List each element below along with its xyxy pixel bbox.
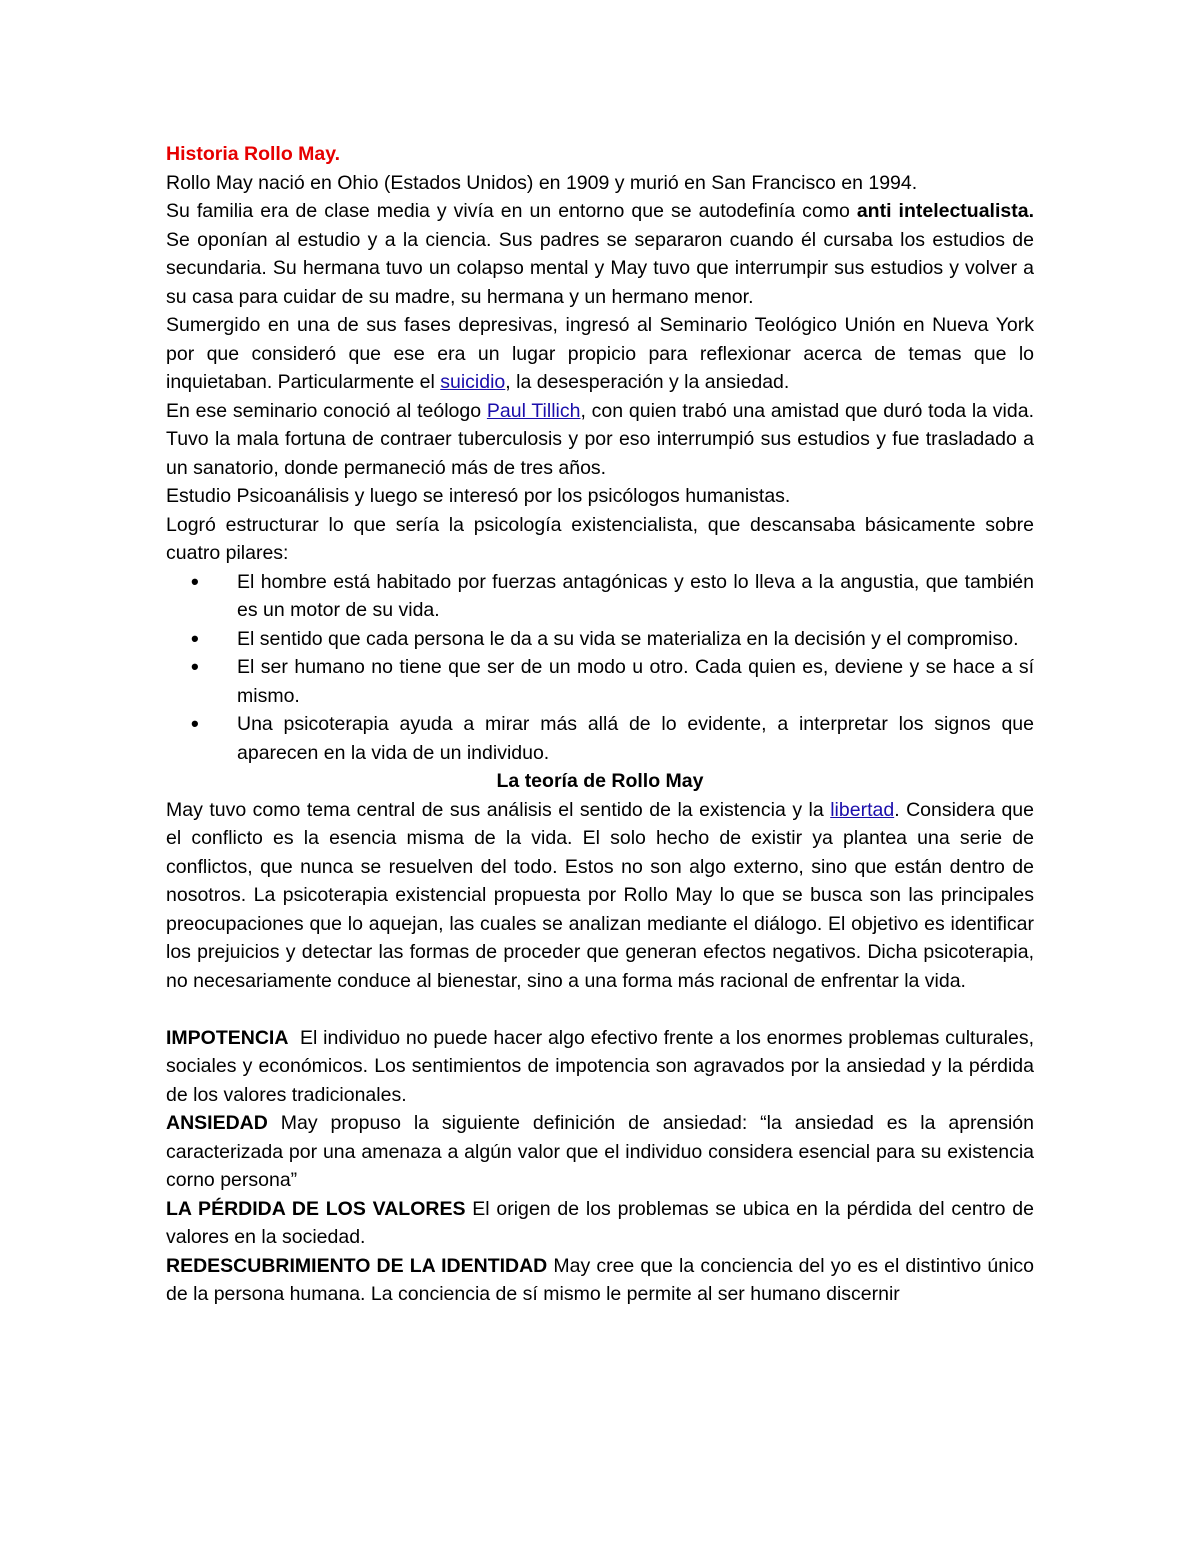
- paragraph-seminary-text-a: Sumergido en una de sus fases depresivas, ingresó al Seminario Teológico Unión en Nueva York por que consideró que ese era un lugar propicio para reflexionar acerca de temas que lo inquietaban. Particularmente el: [166, 314, 1034, 393]
- list-item: • El ser humano no tiene que ser de un modo u otro. Cada quien es, deviene y se hace a sí mismo.: [237, 653, 1034, 710]
- term-impotencia: IMPOTENCIA: [166, 1026, 289, 1049]
- paragraph-ansiedad: [166, 1109, 1034, 1195]
- paragraph-theory-text-a: May tuvo como tema central de sus análisis el sentido de la existencia y la: [166, 798, 831, 821]
- paragraph-family: [166, 197, 1034, 311]
- definition-impotencia: El individuo no puede hacer algo efectivo frente a los enormes problemas culturales, sociales y económicos. Los sentimientos de impotencia son agravados por la ansiedad y la pérdida de los valores tradicionales.: [166, 1026, 1040, 1106]
- libertad-link[interactable]: libertad: [830, 798, 895, 821]
- suicidio-link[interactable]: suicidio: [440, 371, 506, 393]
- document-page: [166, 140, 1040, 1309]
- paragraph-family-text-a: Su familia era de clase media y vivía en un entorno que se autodefinía como: [166, 200, 857, 222]
- document-title: Historia Rollo May.: [166, 143, 341, 165]
- list-item: • Una psicoterapia ayuda a mirar más allá de lo evidente, a interpretar los signos que aparecen en la vida de un individuo.: [237, 710, 1034, 767]
- paragraph-tillich-text-a: En ese seminario conoció al teólogo: [166, 399, 487, 422]
- paragraph-theory-text-b: . Considera que el conflicto es la esencia misma de la vida. El solo hecho de existir ya plantea una serie de conflictos, que nunca se resuelven del todo. Estos no son algo externo, sino que están dentro de nosotros. La psicoterapia existencial propuesta por Rollo May lo que se busca son las principales preocupaciones que lo aquejan, las cuales se analizan mediante el diálogo. El objetivo es identificar los prejuicios y detectar las formas de proceder que generan efectos negativos. Dicha psicoterapia, no necesariamente conduce al bienestar, sino a una forma más racional de enfrentar la vida.: [166, 798, 1035, 992]
- definition-perdida: El origen de los problemas se ubica en la pérdida del centro de valores en la sociedad.: [166, 1197, 1034, 1248]
- paragraph-theory: [166, 796, 1034, 996]
- paragraph-tillich: [166, 397, 1034, 483]
- term-perdida: LA PÉRDIDA DE LOS VALORES: [166, 1197, 466, 1220]
- paragraph-impotencia: [166, 1024, 1040, 1110]
- definition-redescubrimiento: May cree que la conciencia del yo es el distintivo único de la persona humana. La conciencia de sí mismo le permite al ser humano discernir: [166, 1254, 1035, 1305]
- paragraph-birth: Rollo May nació en Ohio (Estados Unidos) en 1909 y murió en San Francisco en 1994.: [166, 171, 918, 194]
- paragraph-redescubrimiento: [166, 1252, 1034, 1309]
- paragraph-seminary-text-b: , la desesperación y la ansiedad.: [505, 371, 790, 393]
- term-ansiedad: ANSIEDAD: [166, 1112, 268, 1134]
- paragraph-family-bold: anti intelectualista.: [856, 200, 1034, 222]
- paragraph-psychoanalysis: Estudio Psicoanálisis y luego se interesó por los psicólogos humanistas.: [166, 485, 791, 507]
- pillars-list: [166, 568, 1034, 768]
- list-item: • El sentido que cada persona le da a su vida se materializa en la decisión y el compromiso.: [237, 625, 1034, 654]
- paragraph-tillich-text-b: , con quien trabó una amistad que duró toda la vida. Tuvo la mala fortuna de contraer tuberculosis y por eso interrumpió sus estudios y fue trasladado a un sanatorio, donde permaneció más de tres años.: [166, 399, 1034, 479]
- paragraph-seminary: [166, 311, 1034, 397]
- paragraph-pillars-intro: Logró estructurar lo que sería la psicología existencialista, que descansaba básicamente sobre cuatro pilares:: [166, 513, 1034, 564]
- section-heading-theory: La teoría de Rollo May: [496, 770, 704, 792]
- blank-line: [166, 995, 1034, 1024]
- paragraph-family-text-b: Se oponían al estudio y a la ciencia. Sus padres se separaron cuando él cursaba los estudios de secundaria. Su hermana tuvo un colapso mental y May tuvo que interrumpir sus estudios y volver a su casa para cuidar de su madre, su hermana y un hermano menor.: [166, 228, 1034, 308]
- term-redescubrimiento: REDESCUBRIMIENTO DE LA IDENTIDAD: [166, 1254, 548, 1277]
- definition-ansiedad: May propuso la siguiente definición de ansiedad: “la ansiedad es la aprensión caracterizada por una amenaza a algún valor que el individuo considera esencial para su existencia corno persona”: [166, 1112, 1034, 1191]
- list-item: • El hombre está habitado por fuerzas antagónicas y esto lo lleva a la angustia, que también es un motor de su vida.: [237, 568, 1034, 625]
- paul-tillich-link[interactable]: Paul Tillich: [486, 399, 581, 422]
- paragraph-perdida: [166, 1195, 1034, 1252]
